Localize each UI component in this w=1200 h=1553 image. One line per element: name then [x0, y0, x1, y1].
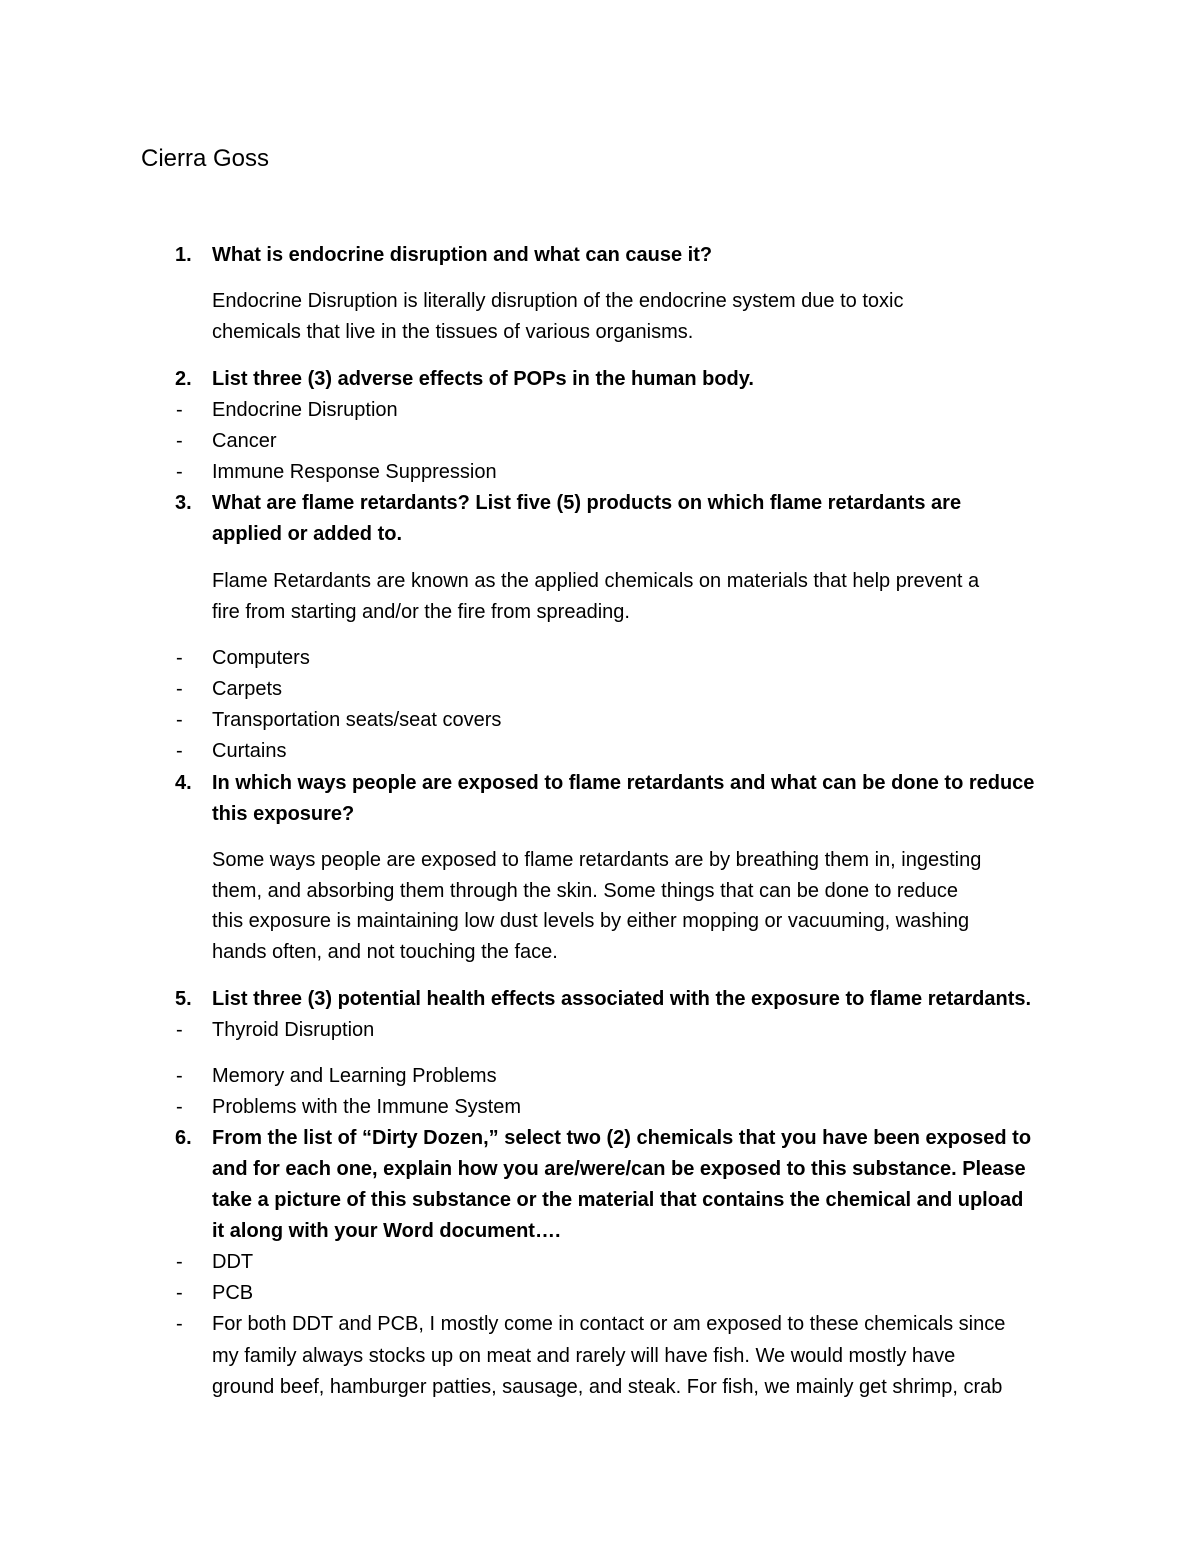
- q6-paragraph-line-1: For both DDT and PCB, I mostly come in contact or am exposed to these chemicals since: [212, 1313, 1006, 1335]
- bullet-dash: -: [176, 709, 183, 731]
- question-6-line-3: take a picture of this substance or the material that contains the chemical and upload: [212, 1189, 1024, 1211]
- bullet-dash: -: [176, 1096, 183, 1118]
- q6-paragraph-line-3: ground beef, hamburger patties, sausage, and steak. For fish, we mainly get shrimp, crab: [212, 1376, 1003, 1398]
- bullet-dash: -: [176, 647, 183, 669]
- q2-bullet-1: Endocrine Disruption: [212, 399, 398, 421]
- question-5-text: List three (3) potential health effects associated with the exposure to flame retardants.: [212, 988, 1032, 1010]
- question-number-4: 4.: [175, 772, 192, 794]
- question-number-6: 6.: [175, 1127, 192, 1149]
- bullet-dash: -: [176, 430, 183, 452]
- question-number-3: 3.: [175, 492, 192, 514]
- question-number-5: 5.: [175, 988, 192, 1010]
- question-number-1: 1.: [175, 244, 192, 266]
- question-4-line-2: this exposure?: [212, 803, 355, 825]
- author-name: Cierra Goss: [141, 145, 270, 172]
- question-3-line-1: What are flame retardants? List five (5) products on which flame retardants are: [212, 492, 962, 514]
- answer-1-line-2: chemicals that live in the tissues of various organisms.: [212, 321, 694, 343]
- question-3-line-2: applied or added to.: [212, 523, 403, 545]
- answer-3-line-1: Flame Retardants are known as the applied chemicals on materials that help prevent a: [212, 570, 980, 592]
- bullet-dash: -: [176, 678, 183, 700]
- answer-4-line-1: Some ways people are exposed to flame retardants are by breathing them in, ingesting: [212, 849, 982, 871]
- q3-bullet-1: Computers: [212, 647, 310, 669]
- answer-4-line-4: hands often, and not touching the face.: [212, 941, 558, 963]
- bullet-dash: -: [176, 740, 183, 762]
- q2-bullet-2: Cancer: [212, 430, 277, 452]
- answer-3-line-2: fire from starting and/or the fire from spreading.: [212, 601, 630, 623]
- q6-bullet-1: DDT: [212, 1251, 254, 1273]
- q3-bullet-3: Transportation seats/seat covers: [212, 709, 502, 731]
- bullet-dash: -: [176, 1065, 183, 1087]
- question-6-line-1: From the list of “Dirty Dozen,” select two (2) chemicals that you have been exposed to: [212, 1127, 1032, 1149]
- question-6-line-2: and for each one, explain how you are/were/can be exposed to this substance. Please: [212, 1158, 1026, 1180]
- q5-bullet-1: Thyroid Disruption: [212, 1019, 375, 1041]
- q5-bullet-3: Problems with the Immune System: [212, 1096, 521, 1118]
- question-2-text: List three (3) adverse effects of POPs in the human body.: [212, 368, 754, 390]
- bullet-dash: -: [176, 1313, 183, 1335]
- answer-4-line-2: them, and absorbing them through the skin. Some things that can be done to reduce: [212, 880, 959, 902]
- answer-1-line-1: Endocrine Disruption is literally disruption of the endocrine system due to toxic: [212, 290, 904, 312]
- answer-4-line-3: this exposure is maintaining low dust levels by either mopping or vacuuming, washing: [212, 910, 970, 932]
- q5-bullet-2: Memory and Learning Problems: [212, 1065, 497, 1087]
- q6-bullet-2: PCB: [212, 1282, 254, 1304]
- q3-bullet-4: Curtains: [212, 740, 287, 762]
- question-number-2: 2.: [175, 368, 192, 390]
- bullet-dash: -: [176, 1282, 183, 1304]
- q6-paragraph-line-2: my family always stocks up on meat and rarely will have fish. We would mostly have: [212, 1345, 956, 1367]
- question-4-line-1: In which ways people are exposed to flame retardants and what can be done to reduce: [212, 772, 1035, 794]
- bullet-dash: -: [176, 461, 183, 483]
- question-1-text: What is endocrine disruption and what can cause it?: [212, 244, 713, 266]
- bullet-dash: -: [176, 1019, 183, 1041]
- q2-bullet-3: Immune Response Suppression: [212, 461, 497, 483]
- question-6-line-4: it along with your Word document….: [212, 1220, 561, 1242]
- q3-bullet-2: Carpets: [212, 678, 283, 700]
- bullet-dash: -: [176, 1251, 183, 1273]
- bullet-dash: -: [176, 399, 183, 421]
